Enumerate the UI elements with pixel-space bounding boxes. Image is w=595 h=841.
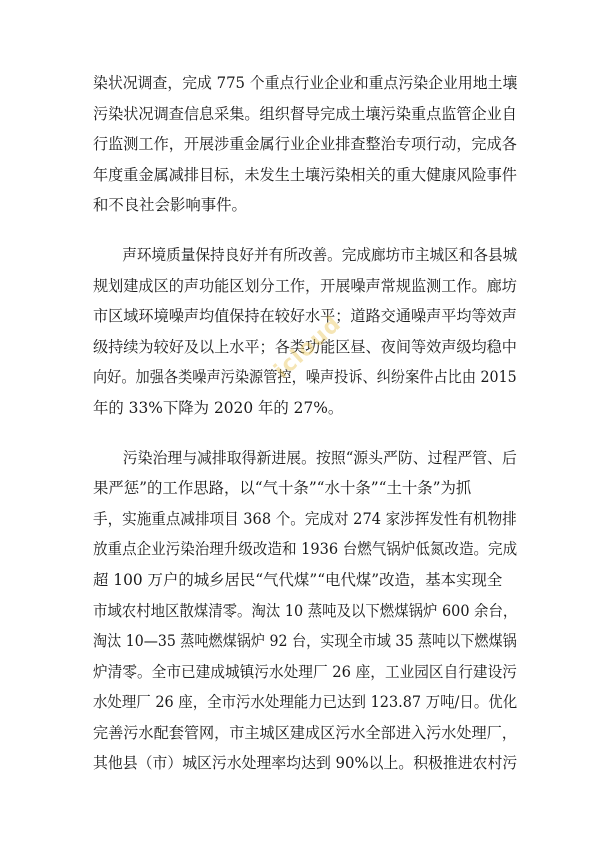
paragraph	[93, 68, 517, 221]
body-text	[93, 68, 517, 779]
text-line: 级持续为较好及以上水平；各类功能区昼、夜间等效声级均稳中	[93, 337, 517, 356]
text-line: 果严惩”的工作思路，以“气十条”“水十条”“土十条”为抓	[93, 479, 472, 498]
text-line: 其他县（市）城区污水处理率均达到 90%以上。积极推进农村污	[93, 754, 518, 773]
text-line: 水处理厂 26 座，全市污水处理能力已达到 123.87 万吨/日。优化	[93, 693, 518, 712]
text-line: 行监测工作，开展涉重金属行业企业排查整治专项行动，完成各	[93, 135, 517, 154]
text-line: 完善污水配套管网，市主城区建成区污水全部进入污水处理厂，	[93, 723, 517, 742]
text-line: 污染状况调查信息采集。组织督导完成土壤污染重点监管企业自	[93, 104, 517, 123]
text-line: 染状况调查，完成 775 个重点行业企业和重点污染企业用地土壤	[93, 74, 518, 92]
paragraph	[93, 443, 517, 780]
text-line: 年的 33%下降为 2020 年的 27%。	[93, 398, 344, 417]
watermark-logo: icloud	[269, 311, 347, 384]
text-line: 市域农村地区散煤清零。淘汰 10 蒸吨及以下燃煤锅炉 600 余台，	[93, 601, 518, 620]
paragraph-gap	[93, 221, 517, 240]
paragraph	[93, 240, 517, 424]
paragraph-gap	[93, 424, 517, 443]
text-line: 市区域环境噪声均值保持在较好水平；道路交通噪声平均等效声	[93, 307, 517, 326]
text-line: 年度重金属减排目标，未发生土壤污染相关的重大健康风险事件	[93, 165, 517, 184]
text-line: 规划建成区的声功能区划分工作，开展噪声常规监测工作。廊坊	[93, 276, 517, 295]
text-line: 污染治理与减排取得新进展。按照“源头严防、过程严管、后	[93, 448, 517, 467]
text-line: 手，实施重点减排项目 368 个。完成对 274 家涉挥发性有机物排	[93, 509, 517, 528]
text-line: 放重点企业污染治理升级改造和 1936 台燃气锅炉低氮改造。完成	[93, 540, 518, 559]
text-line: 声环境质量保持良好并有所改善。完成廊坊市主城区和各县城	[93, 245, 518, 264]
text-line: 向好。加强各类噪声污染源管控，噪声投诉、纠纷案件占比由 2015	[93, 368, 517, 387]
text-line: 淘汰 10—35 蒸吨燃煤锅炉 92 台，实现全市域 35 蒸吨以下燃煤锅	[93, 632, 517, 651]
text-line: 超 100 万户的城乡居民“气代煤”“电代煤”改造，基本实现全	[93, 570, 503, 589]
text-line: 炉清零。全市已建成城镇污水处理厂 26 座，工业园区自行建设污	[93, 662, 517, 681]
text-line: 和不良社会影响事件。	[93, 196, 247, 215]
